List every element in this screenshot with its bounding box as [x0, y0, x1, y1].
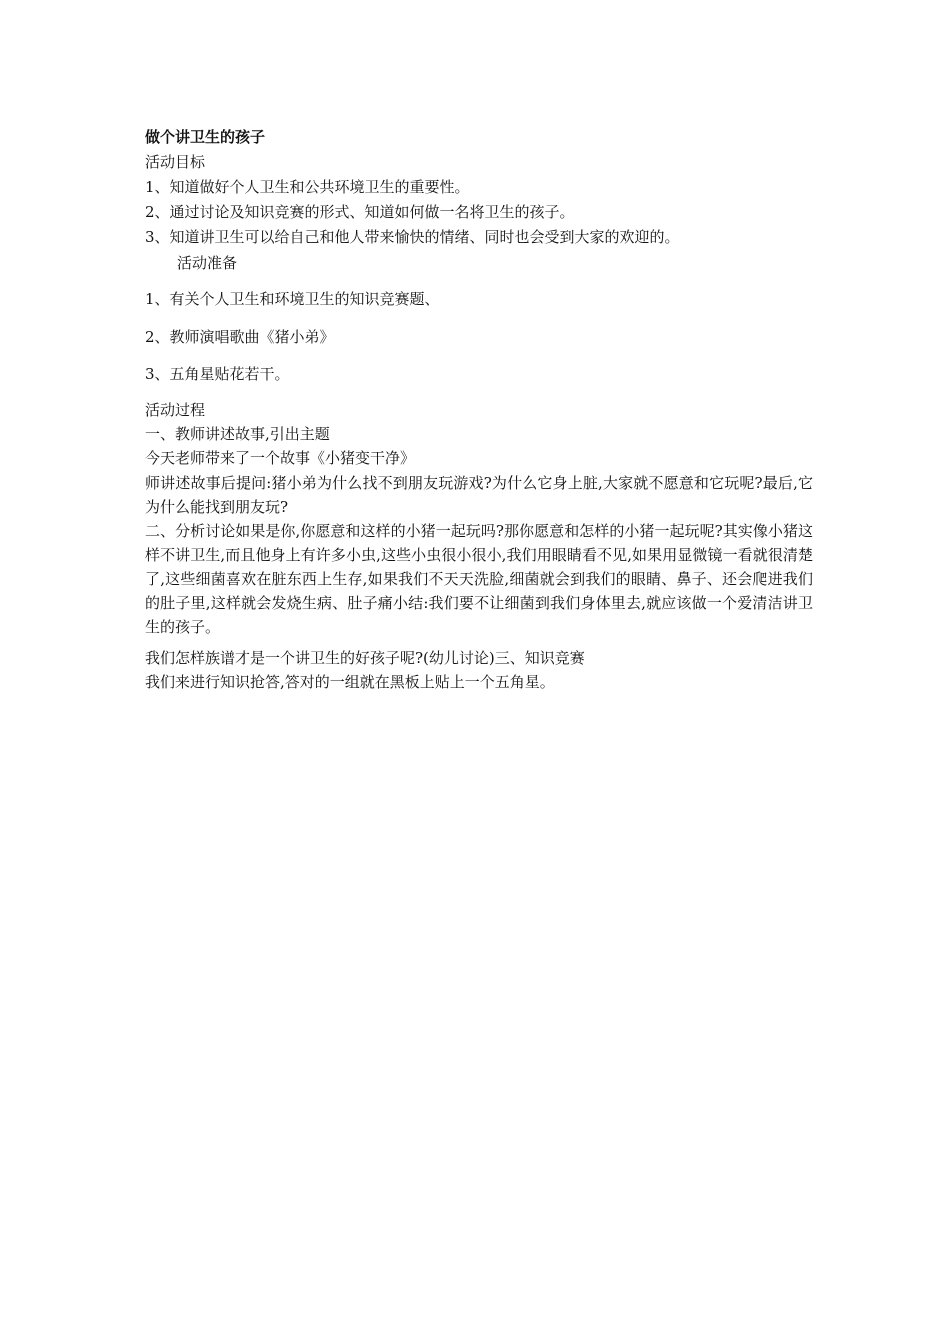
process-quiz: 我们来进行知识抢答,答对的一组就在黑板上贴上一个五角星。: [145, 673, 555, 691]
goal-item-2: 2、通过讨论及知识竞赛的形式、知道如何做一名将卫生的孩子。: [145, 203, 575, 221]
prep-item-1: 1、有关个人卫生和环境卫生的知识竞赛题、: [145, 290, 440, 308]
goal-item-1: 1、知道做好个人卫生和公共环境卫生的重要性。: [145, 178, 470, 196]
prep-item-2: 2、教师演唱歌曲《猪小弟》: [145, 328, 335, 346]
prep-heading: 活动准备: [177, 254, 238, 272]
goals-heading: 活动目标: [145, 153, 206, 171]
process-heading: 活动过程: [145, 401, 206, 419]
document-title: 做个讲卫生的孩子: [145, 128, 266, 146]
process-story-questions: 师讲述故事后提问:猪小弟为什么找不到朋友玩游戏?为什么它身上脏,大家就不愿意和它玩呢?最后,它为什么能找到朋友玩?: [145, 474, 813, 516]
prep-item-3: 3、五角星贴花若干。: [145, 365, 290, 383]
process-step-1: 一、教师讲述故事,引出主题: [145, 425, 330, 443]
process-discussion-question: 我们怎样族谱才是一个讲卫生的好孩子呢?(幼儿讨论)三、知识竞赛: [145, 649, 585, 667]
goal-item-3: 3、知道讲卫生可以给自己和他人带来愉快的情绪、同时也会受到大家的欢迎的。: [145, 228, 680, 246]
process-story-intro: 今天老师带来了一个故事《小猪变干净》: [145, 449, 416, 467]
process-discussion: 二、分析讨论如果是你,你愿意和这样的小猪一起玩吗?那你愿意和怎样的小猪一起玩呢?其实像小猪这样不讲卫生,而且他身上有许多小虫,这些小虫很小很小,我们用眼睛看不见,如果用显微镜一看就很清楚了,这些细菌喜欢在脏东西上生存,如果我们不天天洗脸,细菌就会到我们的眼睛、鼻子、还会爬进我们的肚子里,这样就会发烧生病、肚子痛小结:我们要不让细菌到我们身体里去,就应该做一个爱清洁讲卫生的孩子。: [145, 522, 813, 636]
